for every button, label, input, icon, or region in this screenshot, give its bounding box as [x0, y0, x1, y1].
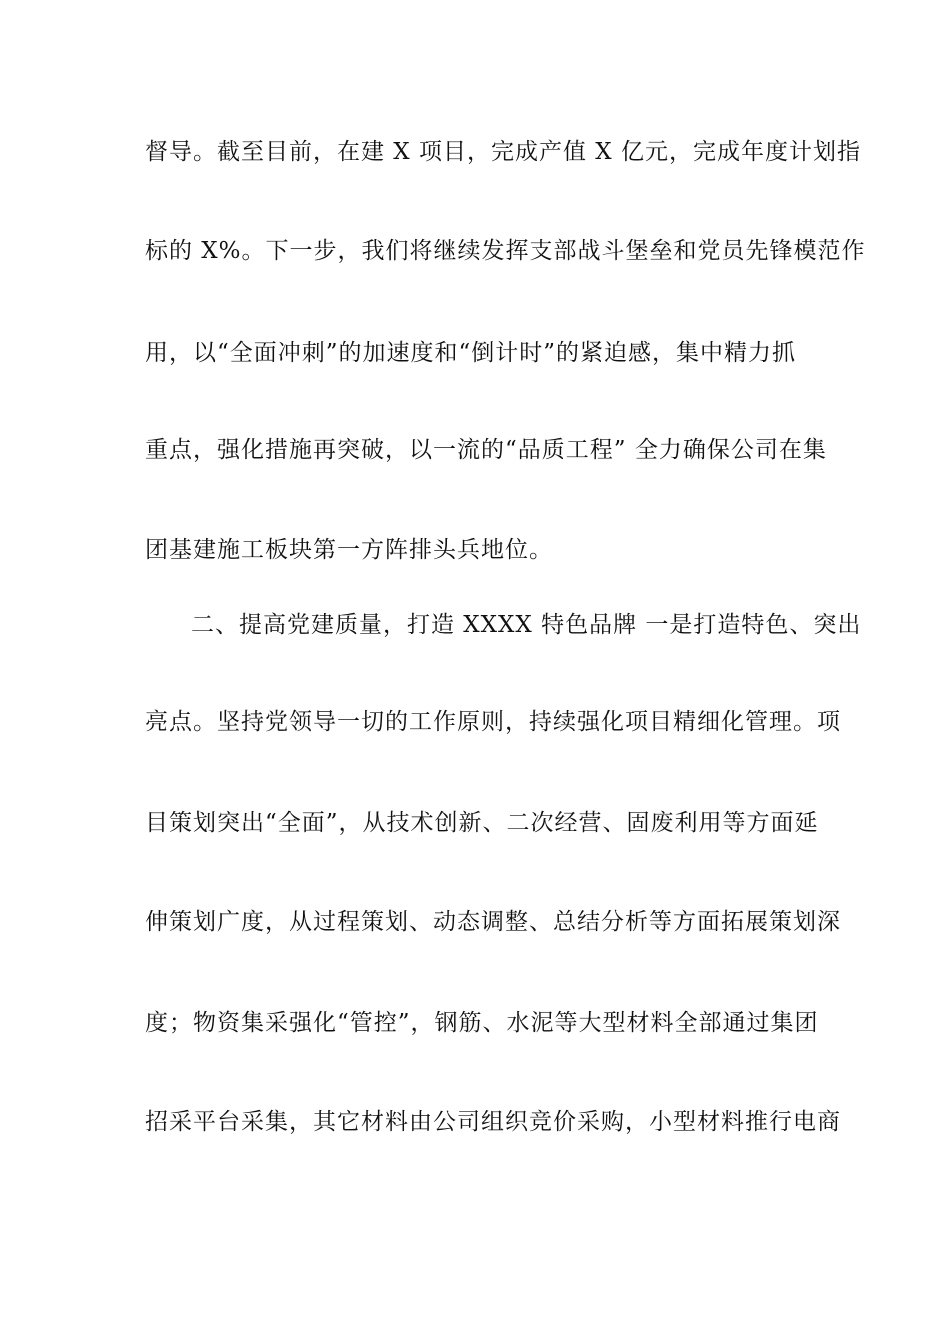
- paragraph-line: 团基建施工板块第一方阵排头兵地位。: [145, 537, 553, 563]
- paragraph-line: 重点，强化措施再突破，以一流的“品质工程” 全力确保公司在集: [145, 437, 827, 463]
- paragraph-line: 伸策划广度，从过程策划、动态调整、总结分析等方面拓展策划深: [145, 909, 841, 935]
- paragraph-line: 督导。截至目前，在建 X 项目，完成产值 X 亿元，完成年度计划指: [145, 139, 861, 165]
- paragraph-line: 目策划突出“全面”，从技术创新、二次经营、固废利用等方面延: [145, 810, 819, 836]
- paragraph-line: 招采平台采集，其它材料由公司组织竞价采购，小型材料推行电商: [145, 1109, 841, 1135]
- paragraph-line: 亮点。坚持党领导一切的工作原则，持续强化项目精细化管理。项: [145, 709, 841, 735]
- paragraph-line: 标的 X%。下一步，我们将继续发挥支部战斗堡垒和党员先锋模范作: [145, 238, 866, 264]
- paragraph-line: 度；物资集采强化“管控”，钢筋、水泥等大型材料全部通过集团: [145, 1010, 819, 1036]
- paragraph-line: 用，以“全面冲刺”的加速度和“倒计时”的紧迫感，集中精力抓: [145, 340, 797, 366]
- section-heading-line: 二、提高党建质量，打造 XXXX 特色品牌 一是打造特色、突出: [191, 612, 862, 638]
